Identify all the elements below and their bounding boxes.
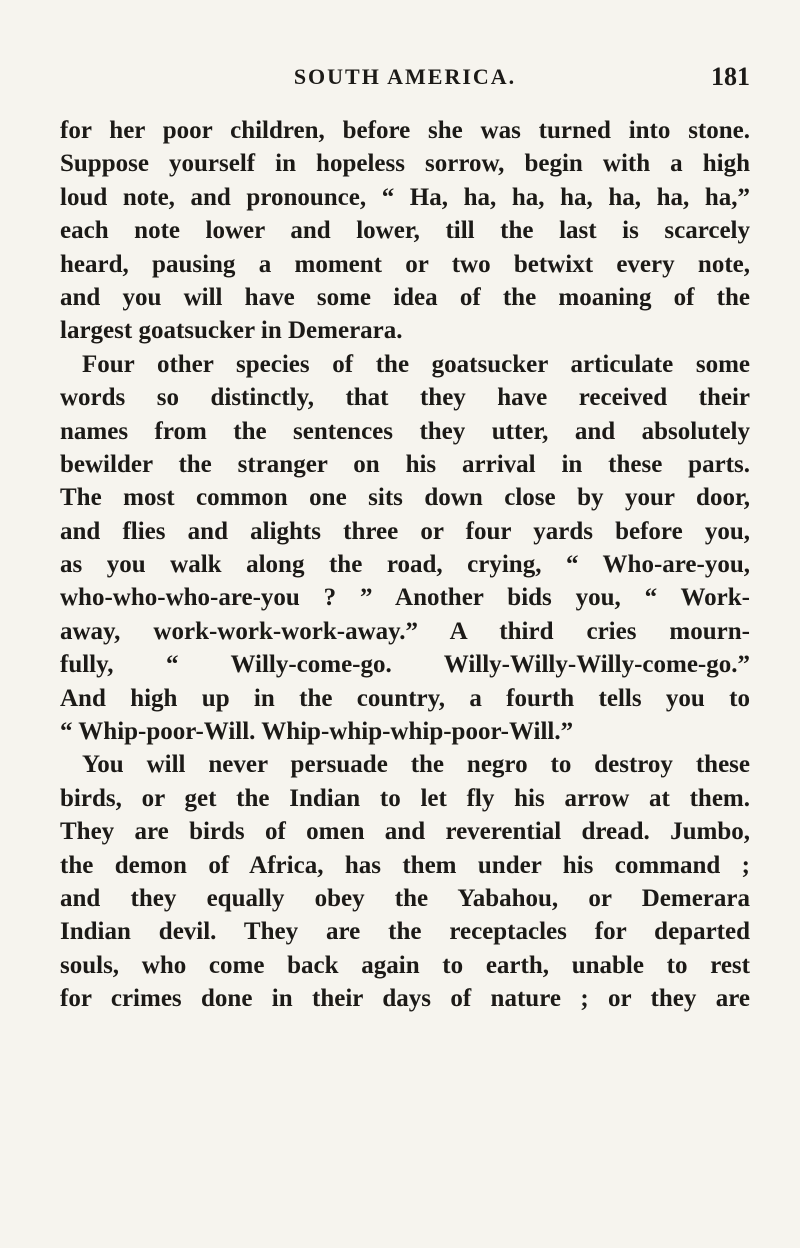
text-line: largest goatsucker in Demerara. xyxy=(60,317,403,345)
text-line: names from the sentences they utter, and absolutely xyxy=(60,417,750,445)
text-line: Suppose yourself in hopeless sorrow, begin with a high xyxy=(60,150,750,178)
running-title: SOUTH AMERICA. xyxy=(293,64,517,89)
text-line: And high up in the country, a fourth tells you to xyxy=(60,684,750,712)
text-line: Indian devil. They are the receptacles for departed xyxy=(60,918,750,946)
body-text xyxy=(60,114,750,1016)
text-line: heard, pausing a moment or two betwixt every note, xyxy=(60,250,750,278)
text-line: Four other species of the goatsucker articulate some xyxy=(82,350,750,378)
text-line: as you walk along the road, crying, “ Who-are-you, xyxy=(60,551,750,579)
text-line: The most common one sits down close by your door, xyxy=(60,484,750,512)
text-line: away, work-work-work-away.” A third cries mourn- xyxy=(60,617,750,645)
page-number: 181 xyxy=(711,62,750,91)
text-line: birds, or get the Indian to let fly his arrow at them. xyxy=(60,784,750,812)
running-head xyxy=(60,62,750,92)
text-line: and you will have some idea of the moaning of the xyxy=(60,283,750,311)
text-line: bewilder the stranger on his arrival in these parts. xyxy=(60,450,750,478)
text-line: loud note, and pronounce, “ Ha, ha, ha, ha, ha, ha, ha,” xyxy=(60,183,750,211)
text-line: who-who-who-are-you ? ” Another bids you, “ Work- xyxy=(60,584,750,612)
text-line: for crimes done in their days of nature ; or they are xyxy=(60,985,750,1013)
text-line: fully, “ Willy-come-go. Willy-Willy-Willy-come-go.” xyxy=(60,651,750,679)
text-line: and flies and alights three or four yards before you, xyxy=(60,517,750,545)
text-line: souls, who come back again to earth, unable to rest xyxy=(60,951,750,979)
text-line: for her poor children, before she was turned into stone. xyxy=(60,117,750,144)
text-line: They are birds of omen and reverential dread. Jumbo, xyxy=(60,818,750,846)
text-line: You will never persuade the negro to destroy these xyxy=(82,751,750,779)
text-line: each note lower and lower, till the last is scarcely xyxy=(60,217,750,245)
text-line: words so distinctly, that they have received their xyxy=(60,384,750,412)
text-line: and they equally obey the Yabahou, or Demerara xyxy=(60,884,750,912)
text-line: “ Whip-poor-Will. Whip-whip-whip-poor-Will.” xyxy=(60,718,574,746)
text-line: the demon of Africa, has them under his command ; xyxy=(60,851,750,879)
